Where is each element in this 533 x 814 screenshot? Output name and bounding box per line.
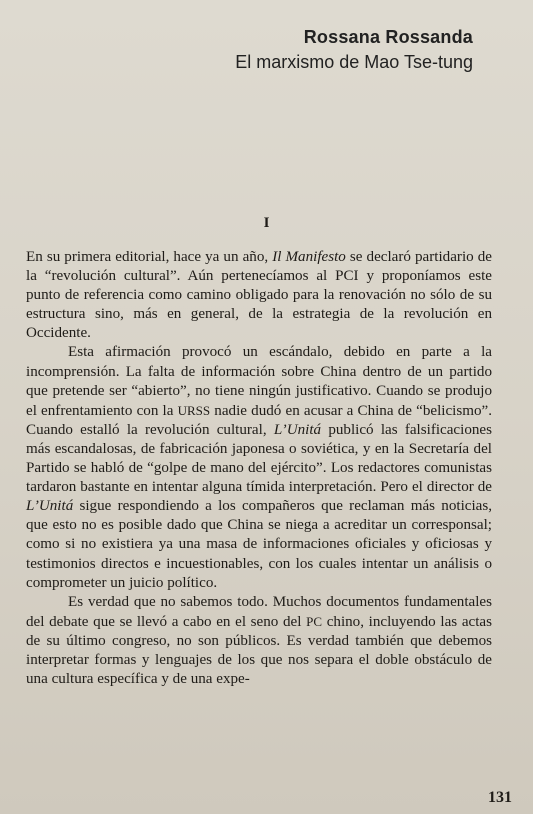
- chapter-title: El marxismo de Mao Tse-tung: [235, 52, 473, 72]
- italic-title: Il Manifesto: [272, 249, 346, 265]
- text-run: chino, incluyendo las actas de su último congreso, no son públicos. Es verdad también que debemos interpretar formas y lenguajes de los que nos separa el doble obstáculo de una cultura específica y de una expe-: [26, 613, 492, 688]
- body-text: [26, 248, 492, 689]
- text-run: publicó las falsificaciones más escandalosas, de fabricación japonesa o soviética, y en la Secretaría del Partido se habló de “golpe de mano del ejército”. Los redactores comunistas tardaron bastante en intentar alguna tímida interpretación. Pero el director de: [26, 421, 492, 496]
- page-number: 131: [488, 789, 512, 806]
- paragraph-2: [26, 343, 492, 592]
- italic-title: L’Unitá: [273, 421, 322, 438]
- author-name: Rossana Rossanda: [303, 27, 473, 47]
- paragraph-3: [26, 593, 492, 689]
- text-run: se declaró partidario de la “revolución cultural”. Aún pertenecíamos al PCI y proponíamos este punto de referencia como camino obligado para la renovación no sólo de su estructura sino, más en general, de la estrategia de la revolución en Occidente.: [26, 249, 492, 342]
- small-caps-run: URSS: [177, 402, 211, 418]
- text-run: nadie dudó en acusar a China de “belicismo”. Cuando estalló la revolución cultural,: [26, 402, 492, 438]
- text-run: sigue respondiendo a los compañeros que reclaman más noticias, que esto no es posible dado que China se niega a acreditar un corresponsal; como si no existiera ya una masa de informaciones oficiales y oficiosas y testimonios directos e incuestionables, con los cuales intentar un análisis o comprometer un juicio político.: [26, 498, 492, 591]
- running-header: [235, 26, 473, 74]
- text-run: Esta afirmación provocó un escándalo, debido en parte a la incomprensión. La falta de información sobre China dentro de un partido que pretende ser “abierto”, no tiene ningún justificativo. Cuando se produjo el enfrentamiento con la: [26, 344, 492, 419]
- paragraph-1: [26, 248, 492, 343]
- text-run: En su primera editorial, hace ya un año,: [26, 249, 273, 265]
- text-run: Es verdad que no sabemos todo. Muchos documentos fundamentales del debate que se llevó a cabo en el seno del: [26, 593, 492, 630]
- small-caps-run: PC: [306, 613, 323, 629]
- section-numeral: I: [263, 215, 270, 231]
- italic-title: L’Unitá: [26, 498, 74, 515]
